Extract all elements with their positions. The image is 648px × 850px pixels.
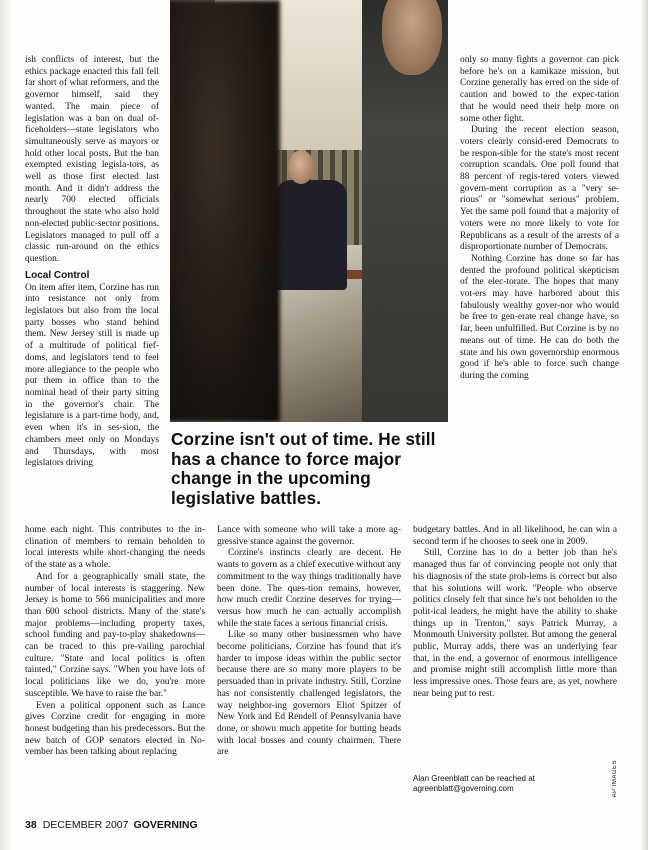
paragraph: During the recent election season, voters clearly consid-ered Democrats to be respon-sible for the state's most recent corruption scandals. One poll found that 88 percent of regis-tered voters viewed govern-ment corruption as a "very se-rious" or "somewhat serious" problem. Yet the same poll found that a majority of voters were no more likely to vote for Republicans as a result of the arrests of a disproportionate number of Democrats. bbox=[460, 125, 619, 253]
paragraph: only so many fights a governor can pick before he's on a kamikaze mission, but Corzine generally has erred on the side of caution and bowed to the expec-tation that he would need their help more on some other fight. bbox=[460, 55, 619, 124]
article-photo bbox=[170, 0, 448, 422]
issue-date: DECEMBER 2007 bbox=[42, 819, 129, 831]
scan-edge-left bbox=[0, 0, 12, 850]
paragraph: On item after item, Corzine has run into resistance not only from legislators but also from the local party bosses who stand behind them. New Jersey still is made up of a multitude of political fief-doms, and legislators tend to feel more allegiance to the people who put them in office than to the nominal head of their party sitting in the governor's chair. The legislature is a part-time body, and, even when it's in ses-sion, the chambers meet only on Mondays and Thursdays, with most legislators driving bbox=[25, 282, 159, 469]
page-number: 38 bbox=[25, 819, 37, 831]
paragraph: Still, Corzine has to do a better job than he's managed thus far of convincing people not only that his diagnosis of the state prob-lems is correct but also that his solutions will work. "People who observe politics closely felt that since he's not beholden to the polit-ical leaders, he might have the ability to shake things up in Trenton," says Patrick Murray, a Monmouth University pollster. But among the general public, Murray adds, there was an underlying fear that, in the end, a governor of enormous intelligence and promise might still accomplish little more than less impressive ones. Those fears are, as yet, nowhere near being put to rest. bbox=[413, 548, 617, 699]
paragraph: budgetary battles. And in all likelihood, he can win a second term if he chooses to seek one in 2009. bbox=[413, 525, 617, 547]
scan-edge-right bbox=[640, 0, 648, 850]
article-column-1-upper bbox=[25, 55, 159, 470]
pull-quote: Corzine isn't out of time. He still has a chance to force major change in the upcoming legislative battles. bbox=[171, 429, 436, 508]
paragraph: Lance with someone who will take a more ag-gressive stance against the governor. bbox=[217, 525, 401, 547]
author-email: agreenblatt@governing.com bbox=[413, 784, 514, 793]
paragraph: ish conflicts of interest, but the ethics package enacted this fall fell far short of what reformers, and the governor himself, said they wanted. The main piece of legislation was a ban on dual of-ficeholders—state legislators who simultaneously serve as mayors or hold other local posts. But the ban exempted existing legisla-tors, as well as those first elected last month. And it didn't address the nearly 700 elected officials throughout the state who also hold non-elected public-sector positions. Legislators managed to pull off a classic run-around on the ethics question. bbox=[25, 55, 159, 264]
chair bbox=[270, 270, 369, 419]
article-column-3-upper bbox=[460, 55, 619, 383]
paragraph: home each night. This contributes to the in-clination of members to remain beholden to local interests while short-changing the needs of the state as a whole. bbox=[25, 525, 205, 571]
paragraph: Corzine's instincts clearly are decent. He wants to govern as a chief executive without any commitment to the way things traditionally have been done. The ques-tion remains, however, how much credit Corzine deserves for trying—versus how much he can actually accomplish while the state faces a serious financial crisis. bbox=[217, 548, 401, 629]
article-column-2 bbox=[217, 525, 401, 759]
page-folio bbox=[25, 819, 198, 831]
paragraph: And for a geographically small state, the number of local interests is staggering. New Jersey is home to 566 municipalities and more than 600 school districts. Many of the state's major problems—including property taxes, school funding and pay-to-play shakedowns—can be traced to this pre-vailing parochial culture. "State and local politics is often tainted," Corzine says. "When you have lots of local politicians like we do, you're more susceptible. We have to raise the bar." bbox=[25, 571, 205, 699]
section-heading: Local Control bbox=[25, 269, 90, 281]
paragraph: Like so many other businessmen who have become politicians, Corzine has found that it's harder to impose ideas within the public sector because there are so many more players to be persuaded than in private industry. Still, Corzine has not consistently challenged legislators, the way neighbor-ing governors Eliot Spitzer of New York and Ed Rendell of Pennsylvania have done, or shown much appetite for butting heads with local bosses and county chairmen. There are bbox=[217, 630, 401, 758]
magazine-name: GOVERNING bbox=[133, 819, 198, 831]
author-credit bbox=[413, 774, 613, 794]
author-credit-line: Alan Greenblatt can be reached at bbox=[413, 774, 535, 783]
article-column-1-lower bbox=[25, 525, 205, 759]
paragraph: Nothing Corzine has done so far has dented the profound political skepticism of the elec-torate. The hopes that many vot-ers may have harbored about this fabulously wealthy gover-nor who would be free to gen-erate real change have, so far, been unfulfilled. But Corzine is by no means out of time. He can do both the state and his own governorship enormous good if he's able to force such change during the coming bbox=[460, 253, 619, 381]
article-column-3-lower bbox=[413, 525, 617, 701]
paragraph: Even a political opponent such as Lance gives Corzine credit for engaging in more honest budgeting than his predecessors. But the new batch of GOP senators elected in No-vember has been talking about replacing bbox=[25, 700, 205, 758]
photo-credit: AP IMAGES bbox=[612, 760, 618, 798]
